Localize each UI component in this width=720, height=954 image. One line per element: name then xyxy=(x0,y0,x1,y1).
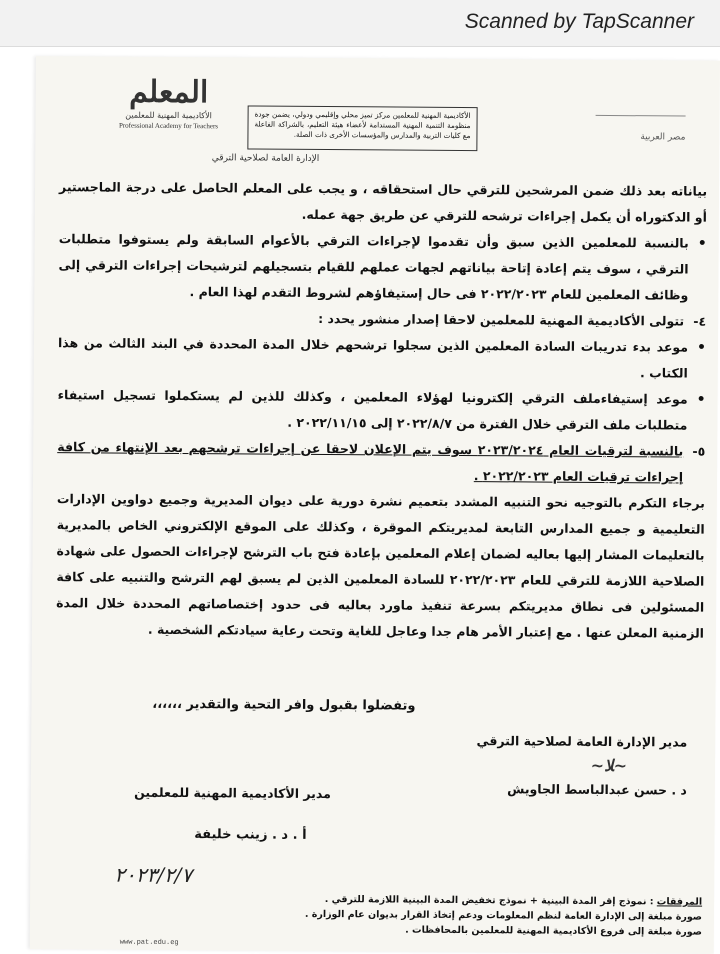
handwritten-signature: ~ﻼ~ xyxy=(590,755,628,776)
left-signer-name: أ . د . زينب خليفة xyxy=(194,827,307,843)
attachments xyxy=(54,890,702,940)
item-5-text: بالنسبة لترقيات العام ٢٠٢٣/٢٠٢٤ سوف يتم الإعلان لاحقا عن إجراءات ترشحهم بعد الإنتهاء من كافة إجراءات ترقيات العام ٢٠٢٢/٢٠٢٣ . xyxy=(57,439,684,485)
scanner-bar xyxy=(0,0,720,47)
logo-arabic-text: الأكاديمية المهنية للمعلمين xyxy=(125,110,212,121)
right-signer-name: د . حسن عبدالباسط الجاويش xyxy=(507,781,687,798)
closing-line: وتفضلوا بقبول وافر التحية والتقدير ،،،،،، xyxy=(152,696,416,714)
item-4-number: ٤- xyxy=(693,313,707,329)
attachments-items: : نموذج إقر المدة البينية + نموذج تخفيض المدة البينية اللازمة للترقي . xyxy=(324,894,654,908)
signature-right xyxy=(427,729,687,803)
mission-box: الأكاديمية المهنية للمعلمين مركز تميز محلي وإقليمي ودولي، يضمن جودة منظومة التنمية المهنية المستدامة لأعضاء هيئة التعليم، بالشراكة الفاعلة مع كليات التربية والمدارس والمؤسسات الأخرى ذات الصلة. xyxy=(247,105,477,151)
department-name: الإدارة العامة لصلاحية الترقي xyxy=(211,153,320,164)
stamp-line xyxy=(596,115,686,117)
paragraph-2: • بالنسبة للمعلمين الذين سبق وأن تقدموا لإجراءات الترقي بالأعوام السابقة ولم يستوفوا متطلبات الترقي ، سوف يتم إعادة إتاحة بياناتهم لجهات عملهم للقيام بتسجيلهم لترشيحات إجراءات الترقي إلى وظائف المعلمين للعام ٢٠٢٢/٢٠٢٣ فى حال إستيفاؤهم لشروط التقدم لهذا العام . xyxy=(58,226,707,309)
item-5 xyxy=(57,434,705,491)
logo-english-text: Professional Academy for Teachers xyxy=(118,121,219,131)
scanner-watermark: Scanned by TapScanner xyxy=(464,10,694,33)
attachments-line-2: صورة مبلغة إلى الإدارة العامة لنظم المعلومات ودعم إتخاذ القرار بديوان عام الوزارة . xyxy=(304,908,703,923)
paragraph-1: بياناته بعد ذلك ضمن المرشحين للترقي حال استحقاقه ، و يجب على المعلم الحاصل على درجة الماجستير أو الدكتوراه أن يكمل إجراءات ترشحه للترقي عن طريق جهة عمله. xyxy=(59,179,708,225)
left-signer-title: مدير الأكاديمية المهنية للمعلمين xyxy=(134,784,331,802)
stamp-text: مصر العربية xyxy=(640,132,686,143)
item-4-text: تتولى الأكاديمية المهنية للمعلمين لاحقا إصدار منشور يحدد : xyxy=(318,310,685,329)
academy-logo xyxy=(103,76,233,130)
logo-emblem: المعلم xyxy=(129,74,209,111)
corner-stamp xyxy=(595,115,685,164)
attachments-label: المرفقات xyxy=(656,896,703,908)
paragraph-4: • موعد بدء تدريبات السادة المعلمين الذين سجلوا ترشحهم خلال المدة المحددة في البند الثالث من هذا الكتاب . xyxy=(58,330,706,387)
handwritten-date: ٢٠٢٣/٢/٧ xyxy=(114,862,193,888)
right-signer-title: مدير الإدارة العامة لصلاحية الترقي xyxy=(476,733,688,750)
letter-body xyxy=(56,174,707,647)
document-page xyxy=(30,56,720,954)
paragraph-7: برجاء التكرم بالتوجيه نحو التنبيه المشدد بتعميم نشرة دورية على ديوان المديرية وجميع دواوين الإدارات التعليمية و جميع المدارس التابعة لمديريتكم الموقرة ، وكذلك على الموقع الإلكتروني الخاص بالمديرية بالتعليمات المشار إليها بعاليه لضمان إعلام المعلمين بإعادة فتح باب الترشح لإجراءات الحصول على شهادة الصلاحية اللازمة للترقي للعام ٢٠٢٢/٢٠٢٣ للسادة المعلمين الذين لم يسبق لهم الترشح والتنبيه على كافة المسئولين فى نطاق مديريتكم بسرعة تنفيذ ماورد بعاليه فى حدود إختصاصاتهم المحددة خلال المدة الزمنية المعلن عنها . مع إعتبار الأمر هام جدا وعاجل للغاية وتحت رعاية سيادتكم الشخصية . xyxy=(56,491,705,641)
attachments-line-3: صورة مبلغة إلى فروع الأكاديمية المهنية للمعلمين بالمحافظات . xyxy=(405,924,702,938)
paragraph-5: • موعد إستيفاءملف الترقي إلكترونيا لهؤلاء المعلمين ، وكذلك للذين لم يستكملوا تسجيل استيفاء متطلبات ملف الترقي خلال الفترة من ٢٠٢٢/٨/٧ إلى ٢٠٢٢/١١/١٥ . xyxy=(57,382,705,439)
footer-url: www.pat.edu.eg xyxy=(119,938,179,948)
item-5-number: ٥- xyxy=(692,443,706,459)
